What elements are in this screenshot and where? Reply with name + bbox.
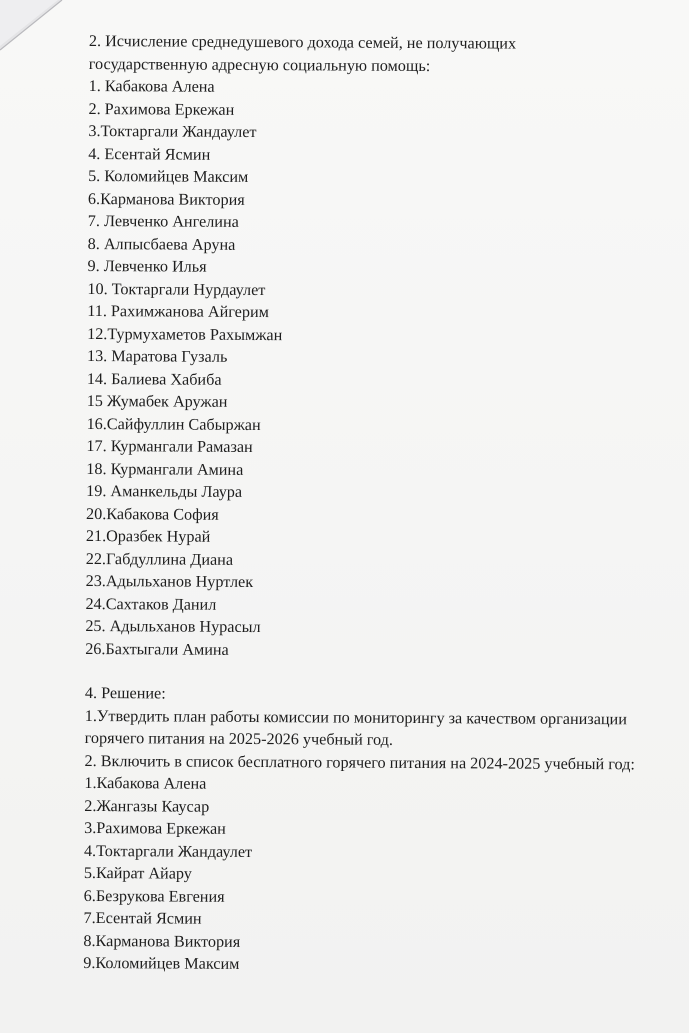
list-item: 11. Рахимжанова Айгерим: [87, 301, 269, 322]
list-item: 12.Турмухаметов Рахымжан: [87, 324, 283, 344]
document-text: [83, 30, 669, 978]
list-item: 2.Жангазы Каусар: [84, 796, 210, 816]
section-4-title: 4. Решение:: [84, 683, 166, 703]
list-item: 7.Есентай Ясмин: [83, 908, 202, 928]
list-item: 23.Адыльханов Нуртлек: [85, 571, 254, 592]
list-item: 24.Сахтаков Данил: [85, 594, 217, 614]
decision-point-2: 2. Включить в список бесплатного горячего питания на 2024-2025 учебный год:: [84, 751, 635, 773]
list-item: 15 Жумабек Аружан: [86, 391, 228, 411]
list-item: 3.Токтаргали Жандаулет: [88, 121, 257, 142]
list-item: 9. Левченко Илья: [87, 256, 207, 276]
list-item: 19. Аманкельды Лаура: [86, 481, 243, 501]
list-item: 18. Курмангали Амина: [86, 459, 244, 479]
list-item: 5. Коломийцев Максим: [88, 166, 249, 186]
list-item: 16.Сайфуллин Сабыржан: [86, 414, 261, 434]
decision-point-1: 1.Утвердить план работы комиссии по мониторингу за качеством организации горячего питания на 2025-2026 учебный год.: [84, 706, 627, 749]
list-item: 3.Рахимова Еркежан: [84, 818, 226, 838]
list-item: 10. Токтаргали Нурдаулет: [87, 279, 266, 299]
list-item: 17. Курмангали Рамазан: [86, 436, 253, 457]
list-item: 22.Габдуллина Диана: [85, 549, 234, 569]
list-item: 7. Левченко Ангелина: [87, 211, 239, 231]
list-item: 1.Кабакова Алена: [84, 773, 207, 793]
list-item: 6.Безрукова Евгения: [83, 886, 225, 906]
list-item: 13. Маратова Гузаль: [86, 346, 228, 366]
list-item: 21.Оразбек Нурай: [85, 526, 211, 546]
section-2-title: 2. Исчисление среднедушевого дохода семей, не получающих государственную адресную социальную помощь:: [88, 31, 517, 75]
list-item: 6.Карманова Виктория: [87, 189, 245, 209]
list-item: 4.Токтаргали Жандаулет: [83, 841, 253, 861]
list-item: 20.Кабакова София: [85, 504, 219, 524]
list-item: 14. Балиева Хабиба: [86, 369, 222, 389]
list-item: 4. Есентай Ясмин: [88, 144, 211, 164]
section-2-list: [85, 75, 669, 664]
list-item: 2. Рахимова Еркежан: [88, 99, 235, 119]
list-item: 9.Коломийцев Максим: [83, 953, 240, 973]
section-4-list: [83, 772, 664, 978]
list-item: 5.Кайрат Айару: [83, 863, 192, 883]
list-item: 26.Бахтыгали Амина: [85, 639, 229, 659]
list-item: 1. Кабакова Алена: [88, 76, 215, 96]
list-item: 8. Алпысбаева Аруна: [87, 234, 236, 254]
list-item: 25. Адыльханов Нурасыл: [85, 616, 261, 637]
list-item: 8.Карманова Виктория: [83, 931, 241, 951]
